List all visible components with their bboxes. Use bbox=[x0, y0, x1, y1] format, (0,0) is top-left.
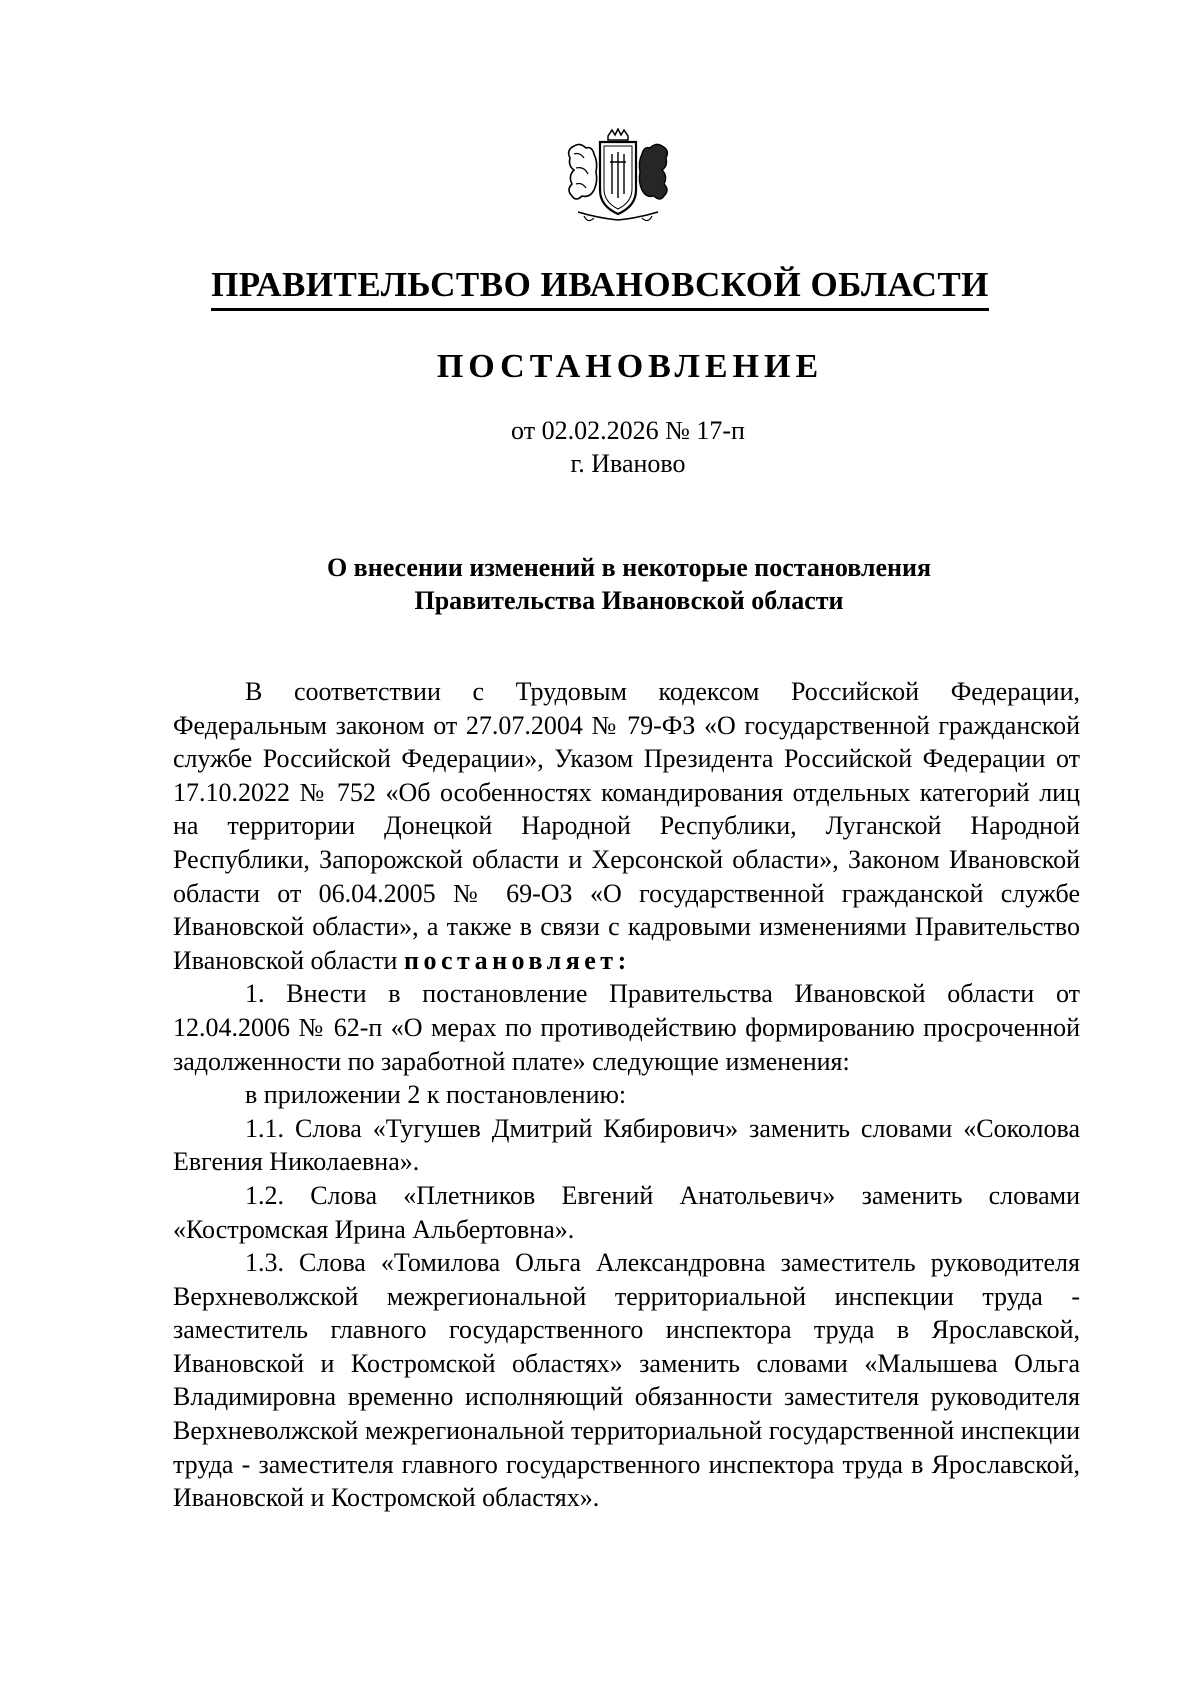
date-number: от 02.02.2026 № 17-п bbox=[511, 416, 745, 445]
organization-title bbox=[0, 265, 1200, 305]
item-1-2: 1.2. Слова «Плетников Евгений Анатольевич» заменить словами «Костромская Ирина Альбертовна». bbox=[173, 1180, 1080, 1244]
item-1-3: 1.3. Слова «Томилова Ольга Александровна заместитель руководителя Верхневолжской межрегиональной территориальной инспекции труда - заместитель главного государственного инспектора труда в Ярославской, Ивановской и Костромской областях» заменить словами «Малышева Ольга Владимировна временно исполняющий обязанности заместителя руководителя Верхневолжской межрегиональной территориальной государственной инспекции труда - заместителя главного государственного инспектора труда в Ярославской, Ивановской и Костромской областях». bbox=[173, 1248, 1080, 1513]
subject-line-1: О внесении изменений в некоторые постановления bbox=[326, 553, 932, 582]
city: г. Иваново bbox=[570, 449, 686, 478]
item-1-1: 1.1. Слова «Тугушев Дмитрий Кябирович» заменить словами «Соколова Евгения Николаевна». bbox=[173, 1113, 1080, 1177]
preamble-paragraph bbox=[173, 675, 1080, 977]
appendix-line: в приложении 2 к постановлению: bbox=[245, 1080, 627, 1110]
item-1: 1. Внести в постановление Правительства Ивановской области от 12.04.2006 № 62-п «О мерах по противодействию формированию просроченной задолженности по заработной плате» следующие изменения: bbox=[173, 979, 1080, 1076]
organization-title-text: ПРАВИТЕЛЬСТВО ИВАНОВСКОЙ ОБЛАСТИ bbox=[211, 265, 989, 311]
subject-line-2: Правительства Ивановской области bbox=[414, 586, 844, 615]
document-type: ПОСТАНОВЛЕНИЕ bbox=[436, 348, 824, 385]
document-body bbox=[173, 675, 1080, 1515]
document-subject bbox=[0, 551, 1200, 617]
resolves-word: постановляет: bbox=[403, 945, 631, 975]
coat-of-arms-icon bbox=[558, 128, 678, 228]
preamble-text: В соответствии с Трудовым кодексом Российской Федерации, Федеральным законом от 27.07.2004 № 79-ФЗ «О государственной гражданской службе Российской Федерации», Указом Президента Российской Федерации от 17.10.2022 № 752 «Об особенностях командирования отдельных категорий лиц на территории Донецкой Народной Республики, Луганской Народной Республики, Запорожской области и Херсонской области», Законом Ивановской области от 06.04.2005 № 69-ОЗ «О государственной гражданской службе Ивановской области», а также в связи с кадровыми изменениями Правительство Ивановской области bbox=[173, 677, 1080, 975]
